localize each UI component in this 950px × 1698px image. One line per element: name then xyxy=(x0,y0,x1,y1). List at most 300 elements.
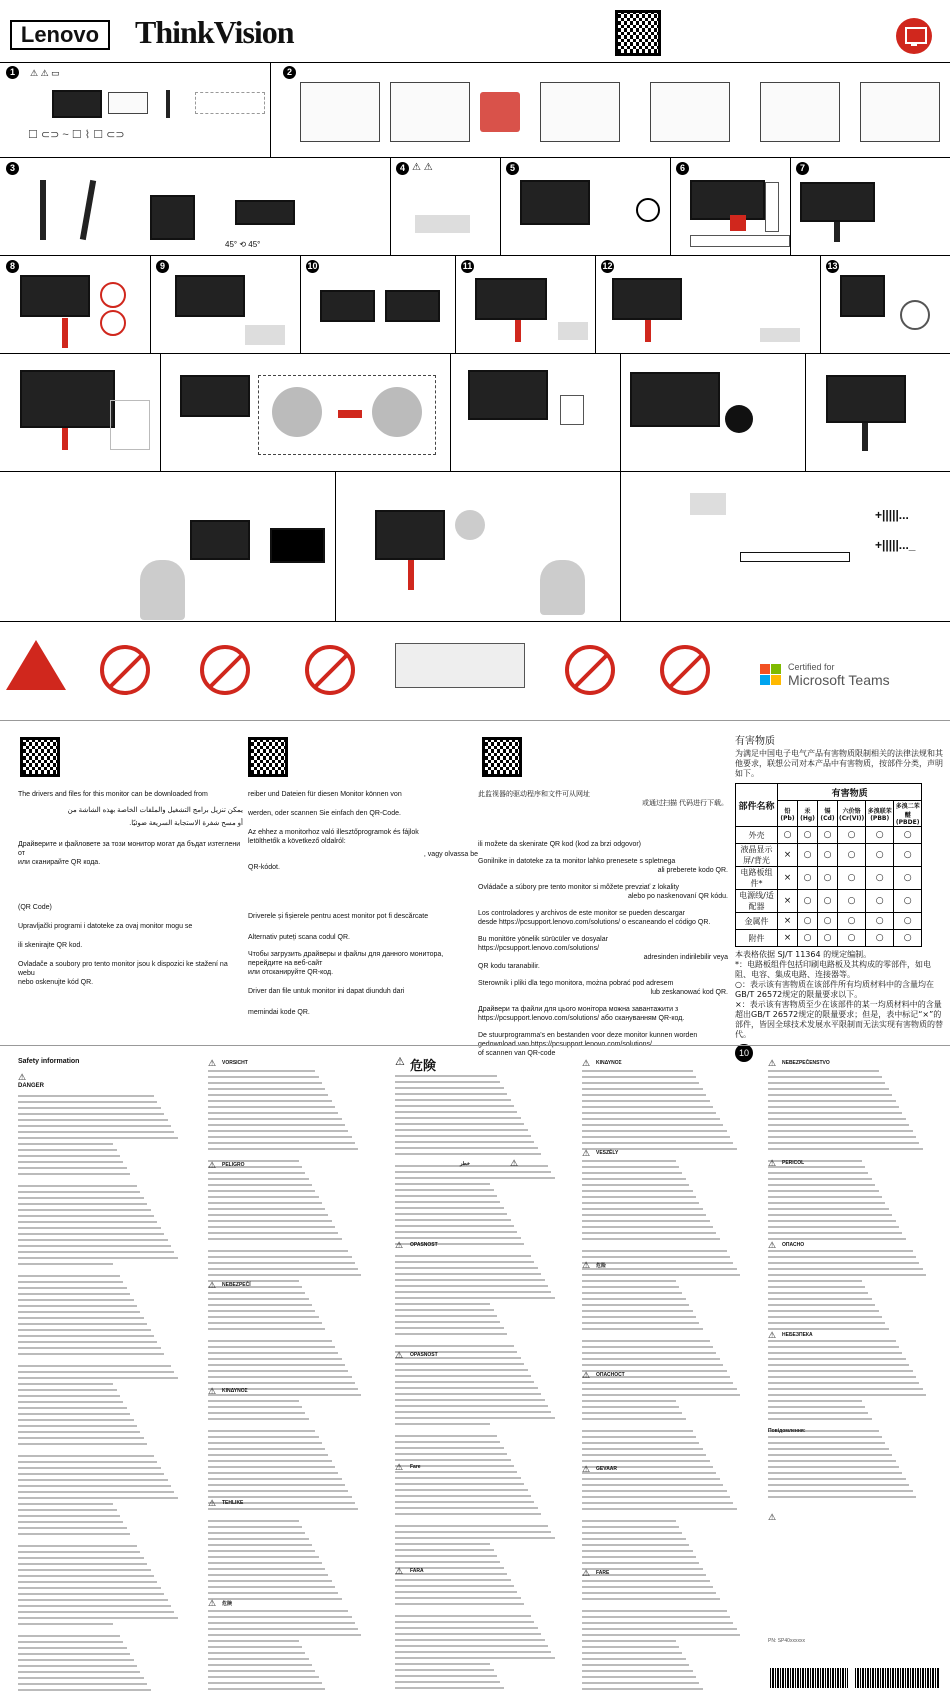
table-cell: ○ xyxy=(818,913,838,930)
text-line xyxy=(582,1286,679,1288)
text-line xyxy=(208,1496,352,1498)
table-cell: ○ xyxy=(894,844,922,867)
download-text-hr: ili skenirajte QR kod. xyxy=(18,942,83,949)
text-line xyxy=(18,1425,137,1427)
text-line xyxy=(18,1563,147,1565)
stand-illustration xyxy=(515,320,521,342)
text-line xyxy=(768,1304,875,1306)
text-line xyxy=(395,1165,548,1167)
arrow-right-icon xyxy=(338,410,362,418)
row-label: 电路板组件* xyxy=(736,867,778,890)
text-line xyxy=(768,1088,889,1090)
text-line xyxy=(18,1227,161,1229)
text-line xyxy=(18,1161,123,1163)
text-line xyxy=(18,1593,164,1595)
download-text-sr: ili možete da skenirate QR kod (kod za brzi odgovor) xyxy=(478,841,642,848)
divider xyxy=(500,157,501,255)
stand-illustration xyxy=(862,423,868,451)
download-text-es: Los controladores y archivos de este monitor se pueden descargar xyxy=(478,910,686,917)
text-line xyxy=(208,1214,328,1216)
download-text-km xyxy=(18,873,243,885)
step-number: 6 xyxy=(676,162,689,175)
text-line xyxy=(18,1311,140,1313)
arrow-down-icon xyxy=(730,215,746,231)
stand-illustration xyxy=(408,560,414,590)
text-line xyxy=(395,1471,517,1473)
qr-code xyxy=(482,737,522,777)
text-line xyxy=(208,1652,305,1654)
text-line xyxy=(582,1304,689,1306)
text-line xyxy=(18,1203,147,1205)
text-line xyxy=(18,1665,137,1667)
divider xyxy=(390,157,391,255)
text-line xyxy=(582,1394,740,1396)
text-line xyxy=(395,1231,517,1233)
text-line xyxy=(582,1520,676,1522)
text-line xyxy=(768,1082,885,1084)
text-line xyxy=(768,1376,916,1378)
warning-icon: ⚠ xyxy=(582,1568,591,1578)
text-line xyxy=(208,1274,361,1276)
text-line xyxy=(582,1130,727,1132)
text-line xyxy=(582,1454,706,1456)
divider xyxy=(0,157,950,158)
text-line xyxy=(18,1545,137,1547)
text-line xyxy=(395,1237,521,1239)
table-cell: ○ xyxy=(838,827,866,844)
text-line xyxy=(18,1473,164,1475)
text-line xyxy=(18,1521,123,1523)
text-line xyxy=(582,1196,696,1198)
table-cell: ○ xyxy=(798,827,818,844)
download-text-es xyxy=(478,918,728,927)
text-line xyxy=(208,1586,335,1588)
text-line xyxy=(768,1214,892,1216)
text-line xyxy=(582,1226,713,1228)
text-line xyxy=(208,1148,358,1150)
text-line xyxy=(582,1436,696,1438)
text-line xyxy=(395,1291,551,1293)
table-header: 六价铬 (Cr(VI)) xyxy=(838,801,866,827)
text-line xyxy=(395,1177,555,1179)
text-line xyxy=(582,1418,686,1420)
text-line xyxy=(768,1490,913,1492)
section-heading: VESZÉLY xyxy=(596,1150,619,1156)
text-line xyxy=(18,1653,130,1655)
text-line xyxy=(208,1640,299,1642)
text-line xyxy=(582,1256,730,1258)
table-cell: ○ xyxy=(798,867,818,890)
section-heading: 危险 xyxy=(596,1263,607,1269)
text-line xyxy=(395,1669,494,1671)
zoom-detail xyxy=(100,282,126,308)
qr-code-top xyxy=(615,10,661,56)
download-text-ru: или отсканируйте QR-код. xyxy=(248,969,334,976)
warning-icon: ⚠ xyxy=(582,1148,591,1158)
text-line xyxy=(18,1575,154,1577)
table-cell: ○ xyxy=(818,827,838,844)
certified-label: Certified for xyxy=(788,662,835,672)
text-line xyxy=(582,1406,679,1408)
qr-code xyxy=(248,737,288,777)
text-line xyxy=(768,1370,913,1372)
table-cell: ○ xyxy=(894,867,922,890)
monitor-illustration xyxy=(800,182,875,222)
monitor-illustration xyxy=(475,278,547,320)
text-line xyxy=(395,1591,517,1593)
download-text-zh: 代码进行下载。 xyxy=(679,800,728,807)
hazard-table xyxy=(735,783,922,947)
text-line xyxy=(582,1496,730,1498)
text-line xyxy=(18,1263,113,1265)
warning-icon: ⚠ xyxy=(208,1498,217,1508)
barcode xyxy=(770,1668,848,1688)
text-line xyxy=(582,1070,693,1072)
text-line xyxy=(768,1292,868,1294)
text-line xyxy=(768,1382,919,1384)
divider xyxy=(0,353,950,354)
text-line xyxy=(208,1292,305,1294)
text-line xyxy=(208,1562,322,1564)
download-text-ar: يمكن تنزيل برامج التشغيل والملفات الخاصة بهذه الشاشة من xyxy=(67,807,243,814)
section-heading: 危険 xyxy=(410,1059,437,1074)
stand-illustration xyxy=(166,90,170,118)
text-line xyxy=(18,1131,174,1133)
divider xyxy=(270,62,271,157)
text-line xyxy=(208,1322,322,1324)
no-handling-icon xyxy=(200,645,250,695)
text-line xyxy=(395,1459,511,1461)
text-line xyxy=(18,1509,117,1511)
text-line xyxy=(395,1483,524,1485)
hazard-note: *：电路板组件包括印刷电路板及其构成的零部件，如电阻、电容、集成电路、连接器等。 xyxy=(735,960,931,979)
microsoft-logo-icon xyxy=(760,664,770,674)
step-number: 13 xyxy=(827,261,838,271)
text-line xyxy=(208,1370,348,1372)
text-line xyxy=(395,1099,511,1101)
stand-illustration xyxy=(62,428,68,450)
text-line xyxy=(208,1508,358,1510)
text-line xyxy=(18,1329,151,1331)
text-line xyxy=(208,1670,315,1672)
hazard-note: ○：表示该有害物质在该部件所有均质材料中的含量均在GB/T 26572规定的限量要求以下。 xyxy=(735,980,934,999)
warning-icon: ⚠ xyxy=(510,1158,519,1168)
text-line xyxy=(582,1652,682,1654)
text-line xyxy=(582,1136,730,1138)
text-line xyxy=(582,1328,703,1330)
warning-icon: ⚠ xyxy=(582,1260,591,1270)
text-line xyxy=(395,1675,497,1677)
text-line xyxy=(395,1273,541,1275)
text-line xyxy=(395,1561,500,1563)
text-line xyxy=(768,1208,889,1210)
text-line xyxy=(18,1335,154,1337)
text-line xyxy=(395,1327,504,1329)
section-heading: ОПАСНО xyxy=(782,1242,805,1248)
text-line xyxy=(768,1466,899,1468)
text-line xyxy=(582,1190,693,1192)
text-line xyxy=(768,1112,902,1114)
download-text-es: desde https://pcsupport.lenovo.com/solutions/ xyxy=(478,919,621,926)
table-cell: ○ xyxy=(866,913,894,930)
text-line xyxy=(768,1286,865,1288)
text-line xyxy=(395,1549,494,1551)
text-line xyxy=(768,1100,896,1102)
text-line xyxy=(582,1544,689,1546)
text-line xyxy=(18,1299,134,1301)
document-number: PN: SP40xxxxxx xyxy=(768,1638,805,1644)
text-line xyxy=(768,1274,926,1276)
divider xyxy=(0,720,950,721)
text-line xyxy=(395,1507,538,1509)
text-line xyxy=(395,1117,521,1119)
text-line xyxy=(395,1537,555,1539)
text-line xyxy=(208,1310,315,1312)
table-row xyxy=(736,930,922,947)
text-line xyxy=(208,1460,332,1462)
text-line xyxy=(395,1321,500,1323)
text-line xyxy=(395,1255,531,1257)
zoom-detail xyxy=(272,387,322,437)
text-line xyxy=(768,1316,882,1318)
qr-code xyxy=(20,737,60,777)
text-line xyxy=(18,1365,171,1367)
zoom-detail xyxy=(100,310,126,336)
text-line xyxy=(582,1598,720,1600)
monitor-icon xyxy=(896,18,932,54)
divider xyxy=(160,353,161,471)
text-line xyxy=(208,1172,305,1174)
text-line xyxy=(18,1659,134,1661)
text-line xyxy=(18,1257,178,1259)
text-line xyxy=(768,1478,906,1480)
control-bar-illustration xyxy=(740,552,850,562)
download-text-hu: , vagy olvassa be xyxy=(423,851,478,858)
text-line xyxy=(395,1489,528,1491)
text-line xyxy=(768,1070,879,1072)
text-line xyxy=(768,1364,909,1366)
text-line xyxy=(18,1443,147,1445)
text-line xyxy=(18,1215,154,1217)
text-line xyxy=(18,1125,171,1127)
monitor-illustration xyxy=(190,520,250,560)
volume-up-mark: +|||||... xyxy=(875,508,909,522)
text-line xyxy=(395,1285,548,1287)
text-line xyxy=(395,1513,541,1515)
text-line xyxy=(582,1484,723,1486)
text-line xyxy=(582,1460,710,1462)
text-line xyxy=(18,1683,147,1685)
text-line xyxy=(18,1419,134,1421)
text-line xyxy=(582,1640,676,1642)
text-line xyxy=(582,1508,737,1510)
table-cell: ○ xyxy=(778,827,798,844)
divider xyxy=(0,621,950,622)
download-text-sk: alebo po naskenovaní QR kódu. xyxy=(627,893,728,900)
text-line xyxy=(768,1142,919,1144)
text-line xyxy=(208,1400,299,1402)
text-line xyxy=(208,1478,342,1480)
text-line xyxy=(395,1393,541,1395)
divider xyxy=(455,255,456,353)
text-line xyxy=(768,1130,913,1132)
download-text-pl: Sterownik i pliki dla tego monitora, można pobrać pod adresem xyxy=(478,980,674,987)
text-line xyxy=(768,1268,923,1270)
text-line xyxy=(18,1671,140,1673)
text-line xyxy=(395,1453,507,1455)
thinkvision-logo: ThinkVision xyxy=(135,14,294,50)
text-line xyxy=(395,1105,514,1107)
warning-icon: ⚠ xyxy=(395,1240,404,1250)
text-line xyxy=(395,1687,504,1689)
download-text-column-3 xyxy=(478,790,728,1058)
text-line xyxy=(208,1208,325,1210)
text-line xyxy=(18,1347,161,1349)
monitor-illustration xyxy=(270,528,325,563)
text-line xyxy=(395,1657,555,1659)
table-cell: × xyxy=(778,867,798,890)
text-line xyxy=(582,1382,733,1384)
table-cell: ○ xyxy=(838,930,866,947)
text-line xyxy=(208,1250,348,1252)
text-line xyxy=(18,1167,127,1169)
text-line xyxy=(768,1136,916,1138)
text-line xyxy=(18,1113,164,1115)
text-line xyxy=(395,1663,490,1665)
text-line xyxy=(208,1226,335,1228)
lock-icon xyxy=(636,198,660,222)
monitor-illustration xyxy=(20,275,90,317)
text-line xyxy=(768,1280,862,1282)
section-heading: VORSICHT xyxy=(222,1060,248,1066)
text-line xyxy=(208,1124,345,1126)
table-cell: ○ xyxy=(798,890,818,913)
text-line xyxy=(768,1196,882,1198)
text-line xyxy=(18,1647,127,1649)
text-line xyxy=(768,1340,896,1342)
table-cell: × xyxy=(778,890,798,913)
text-line xyxy=(582,1616,730,1618)
text-line xyxy=(208,1106,335,1108)
text-line xyxy=(768,1358,906,1360)
text-line xyxy=(395,1645,548,1647)
text-line xyxy=(18,1587,161,1589)
microsoft-teams-certification xyxy=(760,662,950,692)
text-line xyxy=(768,1262,919,1264)
text-line xyxy=(768,1118,906,1120)
no-tilt-icon xyxy=(660,645,710,695)
monitor-illustration xyxy=(320,290,375,322)
text-line xyxy=(18,1623,113,1625)
text-line xyxy=(582,1556,696,1558)
text-line xyxy=(208,1466,335,1468)
text-line xyxy=(582,1562,699,1564)
table-cell: ○ xyxy=(838,890,866,913)
text-line xyxy=(208,1616,352,1618)
text-line xyxy=(18,1569,151,1571)
power-button-detail xyxy=(725,405,753,433)
text-line xyxy=(208,1610,348,1612)
text-line xyxy=(395,1207,504,1209)
text-line xyxy=(395,1333,507,1335)
download-text-tr: Bu monitöre yönelik sürücüler ve dosyalar xyxy=(478,936,608,943)
text-line xyxy=(395,1681,500,1683)
text-line xyxy=(395,1387,538,1389)
text-line xyxy=(18,1293,130,1295)
text-line xyxy=(768,1328,889,1330)
text-line xyxy=(582,1208,703,1210)
text-line xyxy=(395,1525,548,1527)
download-text-hu: QR-kódot. xyxy=(248,864,280,871)
text-line xyxy=(18,1479,168,1481)
text-line xyxy=(395,1195,497,1197)
text-line xyxy=(18,1209,151,1211)
text-line xyxy=(582,1094,706,1096)
warning-icon: ⚠ xyxy=(395,1056,405,1068)
step-number: 3 xyxy=(6,162,19,175)
table-cell: ○ xyxy=(818,844,838,867)
text-line xyxy=(18,1251,174,1253)
text-line xyxy=(768,1238,906,1240)
text-line xyxy=(582,1682,699,1684)
text-line xyxy=(395,1369,528,1371)
text-line xyxy=(208,1088,325,1090)
text-line xyxy=(208,1358,342,1360)
text-line xyxy=(395,1621,534,1623)
divider xyxy=(595,255,596,353)
section-heading: TEHLIKE xyxy=(222,1500,244,1506)
monitor-illustration xyxy=(180,375,250,417)
step-number: 1 xyxy=(6,66,19,79)
text-line xyxy=(395,1501,534,1503)
cable-illustrations: ☐ ⊂⊃ ~ ☐ ⌇ ☐ ⊂⊃ xyxy=(28,129,125,141)
text-line xyxy=(208,1184,312,1186)
person-illustration xyxy=(540,560,585,615)
text-line xyxy=(18,1467,161,1469)
box-illustration xyxy=(860,82,940,142)
table-cell: ○ xyxy=(894,913,922,930)
divider xyxy=(0,62,950,63)
table-cell: ○ xyxy=(866,844,894,867)
download-text-nl: De stuurprogramma's en bestanden voor deze monitor kunnen worden xyxy=(478,1032,698,1039)
text-line xyxy=(18,1317,144,1319)
text-line xyxy=(768,1460,896,1462)
monitor-illustration xyxy=(630,372,720,427)
text-line xyxy=(582,1400,676,1402)
text-line xyxy=(208,1550,315,1552)
monitor-illustration xyxy=(375,510,445,560)
text-line xyxy=(18,1401,123,1403)
download-text-es: o escaneando el código QR. xyxy=(621,919,711,926)
text-line xyxy=(582,1628,737,1630)
download-text-km: (QR Code) xyxy=(18,904,52,911)
text-line xyxy=(582,1238,720,1240)
text-line xyxy=(768,1472,902,1474)
text-line xyxy=(395,1075,497,1077)
text-line xyxy=(18,1611,174,1613)
divider xyxy=(450,353,451,471)
text-line xyxy=(18,1395,120,1397)
text-line xyxy=(582,1658,686,1660)
text-line xyxy=(18,1119,168,1121)
divider xyxy=(150,255,151,353)
text-line xyxy=(395,1639,545,1641)
text-line xyxy=(768,1388,923,1390)
text-line xyxy=(18,1533,130,1535)
text-line xyxy=(395,1297,555,1299)
text-line xyxy=(582,1178,686,1180)
text-line xyxy=(18,1341,157,1343)
